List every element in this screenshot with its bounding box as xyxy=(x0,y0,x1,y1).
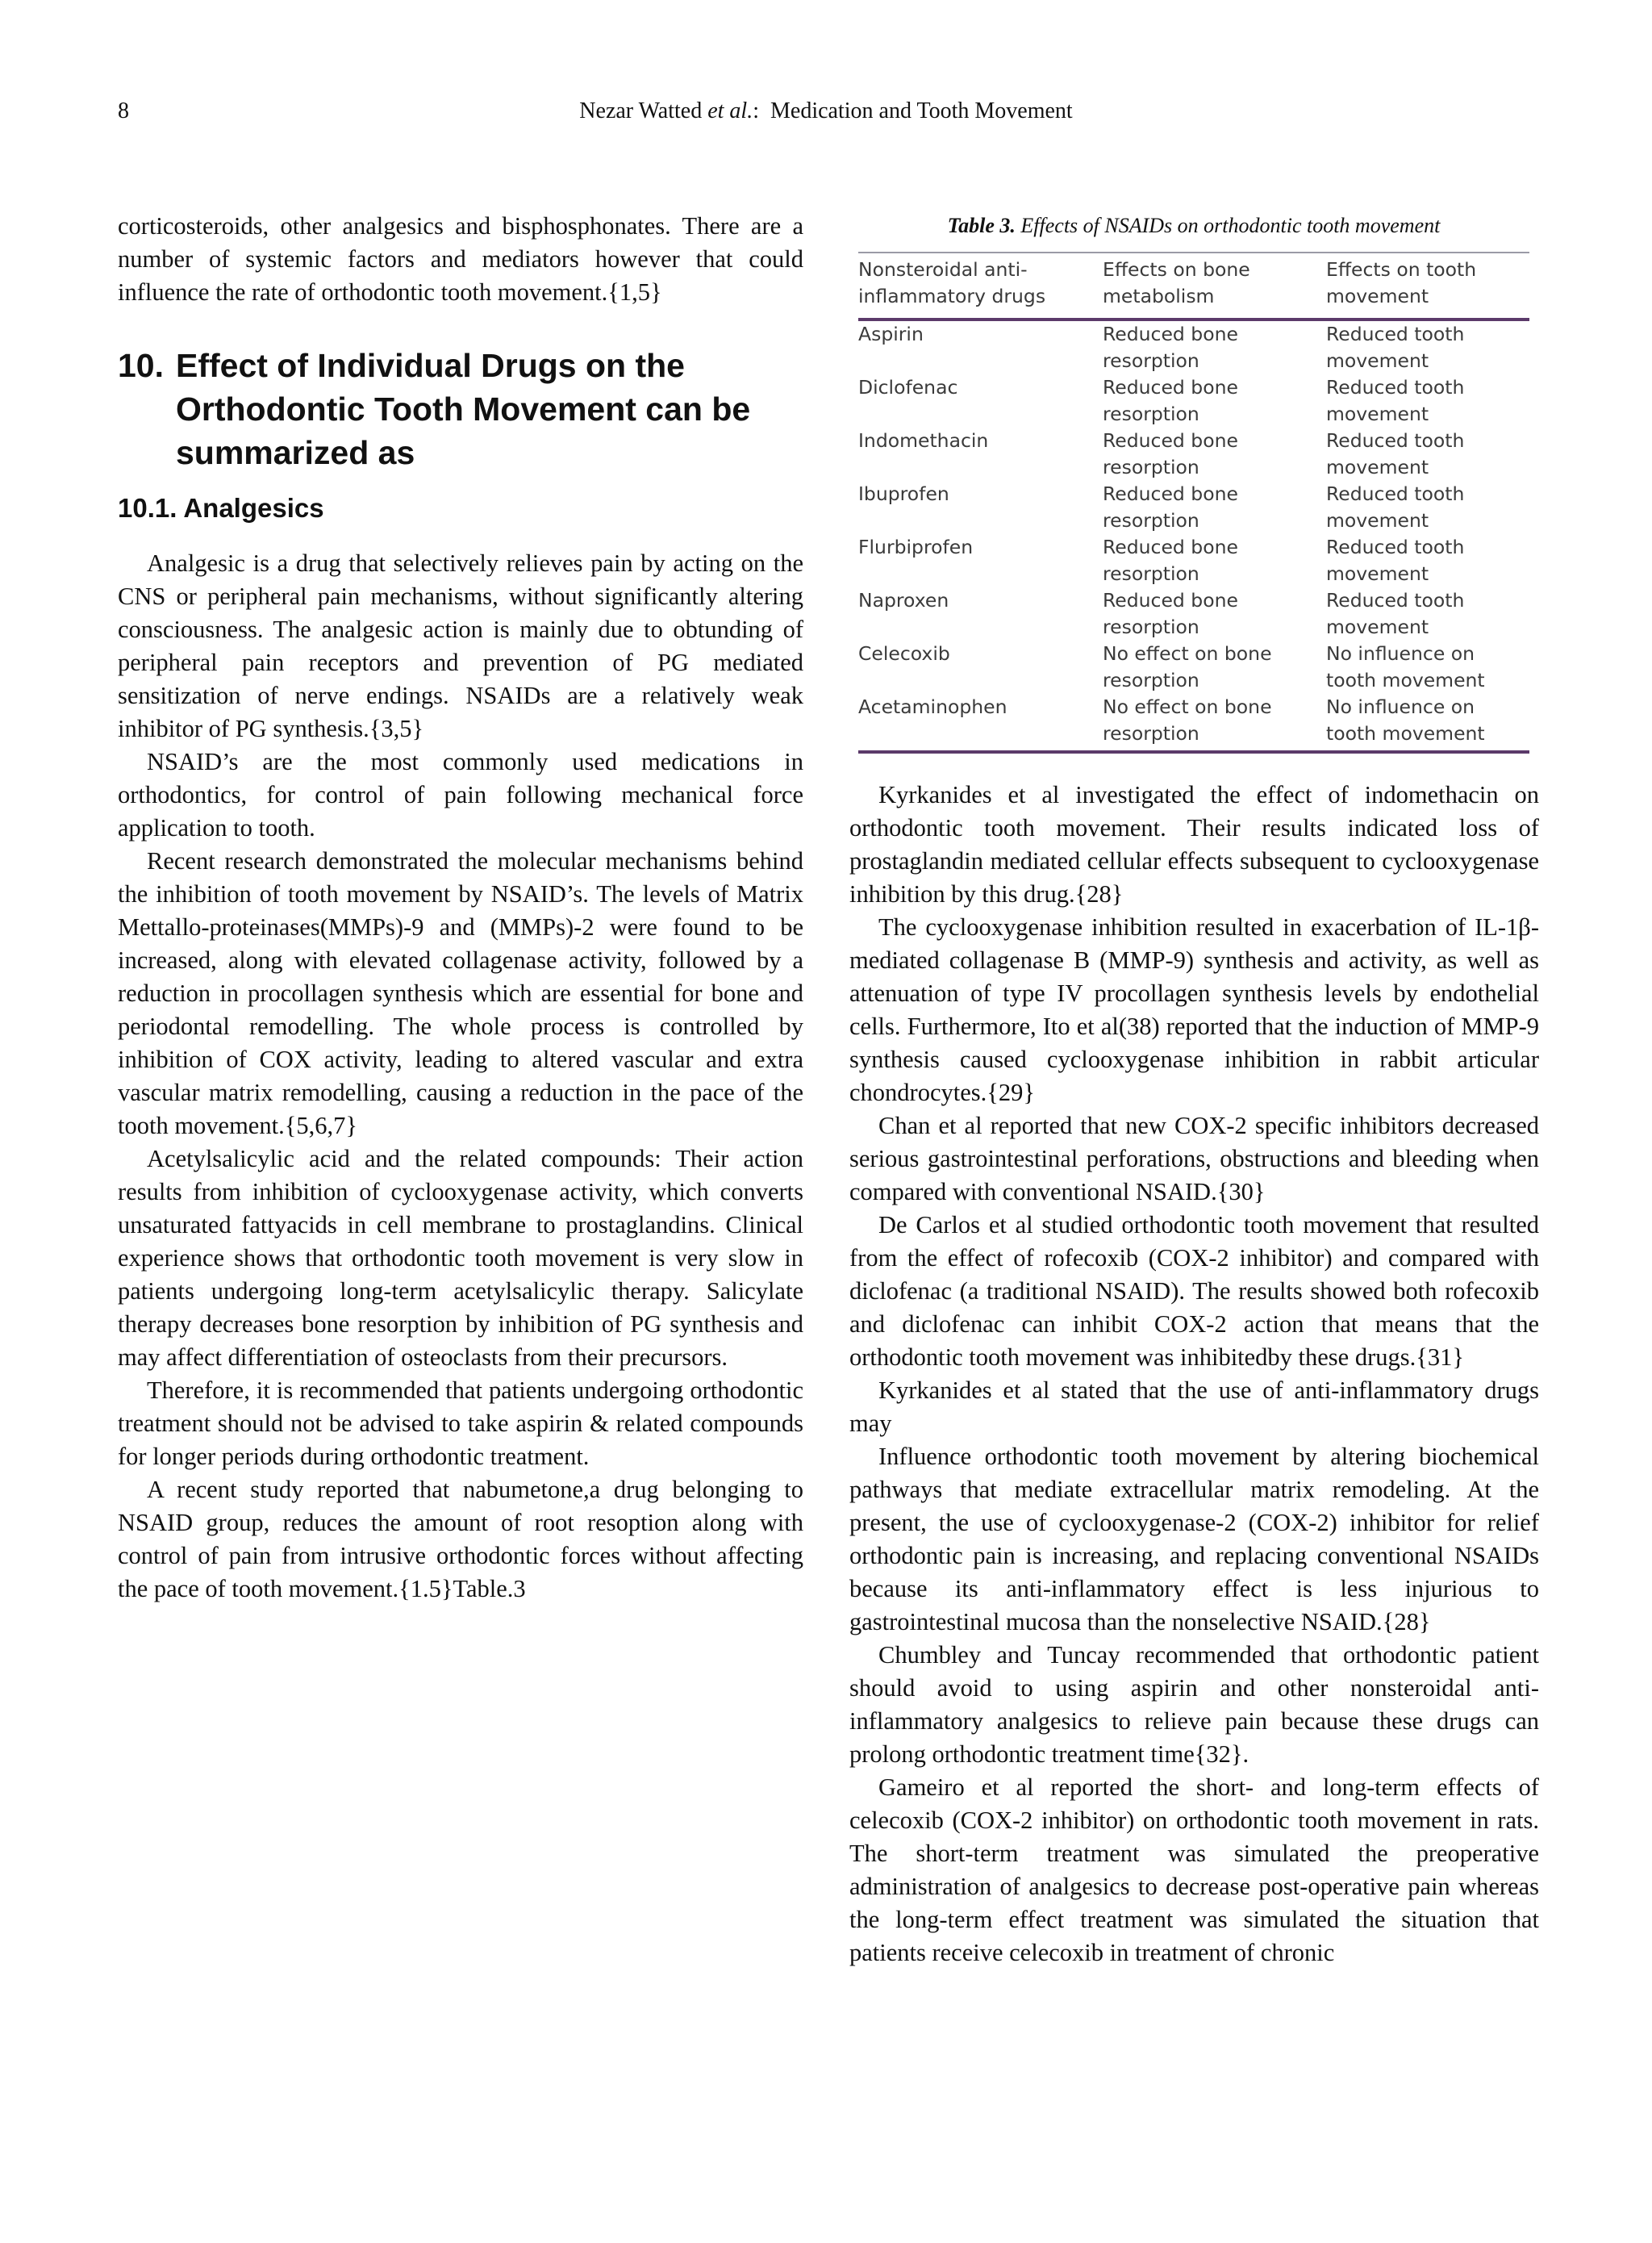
nsaid-effects-table xyxy=(858,252,1529,754)
table-cell: Aspirin xyxy=(858,323,924,345)
table-cell: Reduced tooth movement xyxy=(1326,376,1465,425)
table-row xyxy=(858,641,1529,694)
right-column xyxy=(849,779,1539,1969)
paragraph: Kyrkanides et al stated that the use of anti-inflammatory drugs may xyxy=(849,1376,1539,1437)
table-cell: No influence on tooth movement xyxy=(1326,694,1529,752)
table-cell: Naproxen xyxy=(858,589,949,612)
table-cell: Reduced bone resorption xyxy=(1103,482,1238,532)
table-cell: Reduced tooth movement xyxy=(1326,323,1465,372)
section-number: 10. xyxy=(118,347,164,384)
table-cell: Reduced bone resorption xyxy=(1103,429,1238,478)
section-title: Effect of Individual Drugs on the Orthodontic Tooth Movement can be summarized as xyxy=(176,347,751,471)
table-cell: Reduced tooth movement xyxy=(1326,589,1465,638)
table-cell: Reduced tooth movement xyxy=(1326,482,1465,532)
table-cell: Reduced bone resorption xyxy=(1103,589,1238,638)
table-cell: Celecoxib xyxy=(858,642,950,665)
paragraph: Chumbley and Tuncay recommended that orthodontic patient should avoid to using aspirin and other nonsteroidal anti-inflammatory analgesics to relieve pain because these drugs can prolong orthodontic treatment time{32}. xyxy=(849,1641,1539,1768)
table-row xyxy=(858,481,1529,534)
table-header-cell: Nonsteroidal anti-inflammatory drugs xyxy=(858,253,1103,320)
paragraph: A recent study reported that nabumetone,a drug belonging to NSAID group, reduces the amount of root resoption along with control of pain from intrusive orthodontic forces without affecting the pace of tooth movement.{1.5}Table.3 xyxy=(118,1476,803,1602)
paragraph: Influence orthodontic tooth movement by altering biochemical pathways that mediate extracellular matrix remodeling. At the present, the use of cyclooxygenase-2 (COX-2) inhibitor for relief orthodontic pain is increasing, and replacing conventional NSAIDs because its anti-inflammatory effect is less injurious to gastrointestinal mucosa than the nonselective NSAID.{28} xyxy=(849,1443,1539,1635)
table-cell: Reduced tooth movement xyxy=(1326,429,1465,478)
left-column xyxy=(118,210,803,1606)
table-cell: Indomethacin xyxy=(858,429,989,452)
paragraph: Therefore, it is recommended that patients undergoing orthodontic treatment should not be advised to take aspirin & related compounds for longer periods during orthodontic treatment. xyxy=(118,1376,803,1470)
table-cell: No effect on bone resorption xyxy=(1103,694,1326,752)
table-row xyxy=(858,587,1529,641)
paragraph: Kyrkanides et al investigated the effect of indomethacin on orthodontic tooth movement. Their results indicated loss of prostaglandin mediated cellular effects subsequent to cyclooxygenase inhibition by this drug.{28} xyxy=(849,781,1539,908)
table-cell: Flurbiprofen xyxy=(858,536,974,558)
table-cell: No influence on tooth movement xyxy=(1326,642,1485,691)
table-row xyxy=(858,320,1529,374)
paragraph: Chan et al reported that new COX-2 specific inhibitors decreased serious gastrointestinal perforations, obstructions and bleeding when compared with conventional NSAID.{30} xyxy=(849,1112,1539,1205)
table-row xyxy=(858,428,1529,481)
table-cell: Acetaminophen xyxy=(858,694,1103,752)
table-cell: Reduced bone resorption xyxy=(1103,376,1238,425)
table-header-row xyxy=(858,253,1529,320)
table-cell: Reduced bone resorption xyxy=(1103,536,1238,585)
table-header-cell: Effects on bone metabolism xyxy=(1103,253,1326,320)
table-row xyxy=(858,374,1529,428)
running-header xyxy=(0,95,1652,127)
table-cell: Reduced bone resorption xyxy=(1103,323,1238,372)
table-header-cell: Effects on tooth movement xyxy=(1326,253,1529,320)
table-caption-text: Effects of NSAIDs on orthodontic tooth movement xyxy=(1020,214,1441,237)
table-cell: No effect on bone resorption xyxy=(1103,642,1272,691)
table-3 xyxy=(858,208,1529,754)
table-caption-label: Table 3. xyxy=(947,214,1016,237)
paragraph: Acetylsalicylic acid and the related compounds: Their action results from inhibition of cyclooxygenase activity, which converts unsaturated fattyacids in cell membrane to prostaglandins. Clinical experience shows that orthodontic tooth movement is very slow in patients undergoing long-term acetylsalicylic therapy. Salicylate therapy decreases bone resorption by inhibition of PG synthesis and may affect differentiation of osteoclasts from their precursors. xyxy=(118,1145,803,1371)
table-row xyxy=(858,694,1529,752)
paragraph: Recent research demonstrated the molecular mechanisms behind the inhibition of tooth movement by NSAID’s. The levels of Matrix Mettallo-proteinases(MMPs)-9 and (MMPs)-2 were found to be increased, along with elevated collagenase activity, followed by a reduction in procollagen synthesis which are essential for bone and periodontal remodelling. The whole process is controlled by inhibition of COX activity, leading to altered vascular and extra vascular matrix remodelling, causing a reduction in the pace of the tooth movement.{5,6,7} xyxy=(118,847,803,1139)
paragraph: NSAID’s are the most commonly used medications in orthodontics, for control of pain following mechanical force application to tooth. xyxy=(118,748,803,842)
paragraph: The cyclooxygenase inhibition resulted in exacerbation of IL-1β-mediated collagenase B (MMP-9) synthesis and activity, as well as attenuation of type IV procollagen synthesis levels by endothelial cells. Furthermore, Ito et al(38) reported that the induction of MMP-9 synthesis caused cyclooxygenase inhibition in rabbit articular chondrocytes.{29} xyxy=(849,913,1539,1106)
subsection-heading: 10.1. Analgesics xyxy=(118,493,324,523)
page-number: 8 xyxy=(118,98,129,123)
header-etal: et al. xyxy=(707,98,753,123)
paragraph: Gameiro et al reported the short- and long-term effects of celecoxib (COX-2 inhibitor) on orthodontic tooth movement in rats. The short-term treatment was simulated the preoperative administration of analgesics to decrease post-operative pain whereas the long-term effect treatment was simulated the situation that patients receive celecoxib in treatment of chronic xyxy=(849,1773,1539,1966)
table-cell: Ibuprofen xyxy=(858,482,949,505)
intro-paragraph: corticosteroids, other analgesics and bisphosphonates. There are a number of systemic factors and mediators however that could influence the rate of orthodontic tooth movement.{1,5} xyxy=(118,212,803,306)
section-heading xyxy=(118,344,803,474)
table-cell: Reduced tooth movement xyxy=(1326,536,1465,585)
table-row xyxy=(858,534,1529,587)
header-authors: Nezar Watted xyxy=(579,98,703,123)
running-title xyxy=(0,95,1652,127)
header-separator: : xyxy=(753,98,759,123)
table-caption xyxy=(858,208,1529,244)
table-cell: Diclofenac xyxy=(858,376,958,399)
paragraph: De Carlos et al studied orthodontic tooth movement that resulted from the effect of rofecoxib (COX-2 inhibitor) and compared with diclofenac (a traditional NSAID). The results showed both rofecoxib and diclofenac can inhibit COX-2 action that means that the orthodontic tooth movement was inhibitedby these drugs.{31} xyxy=(849,1211,1539,1371)
paragraph: Analgesic is a drug that selectively relieves pain by acting on the CNS or peripheral pain mechanisms, without significantly altering consciousness. The analgesic action is mainly due to obtunding of peripheral pain receptors and prevention of PG mediated sensitization of nerve endings. NSAIDs are a relatively weak inhibitor of PG synthesis.{3,5} xyxy=(118,549,803,742)
header-title: Medication and Tooth Movement xyxy=(770,98,1073,123)
